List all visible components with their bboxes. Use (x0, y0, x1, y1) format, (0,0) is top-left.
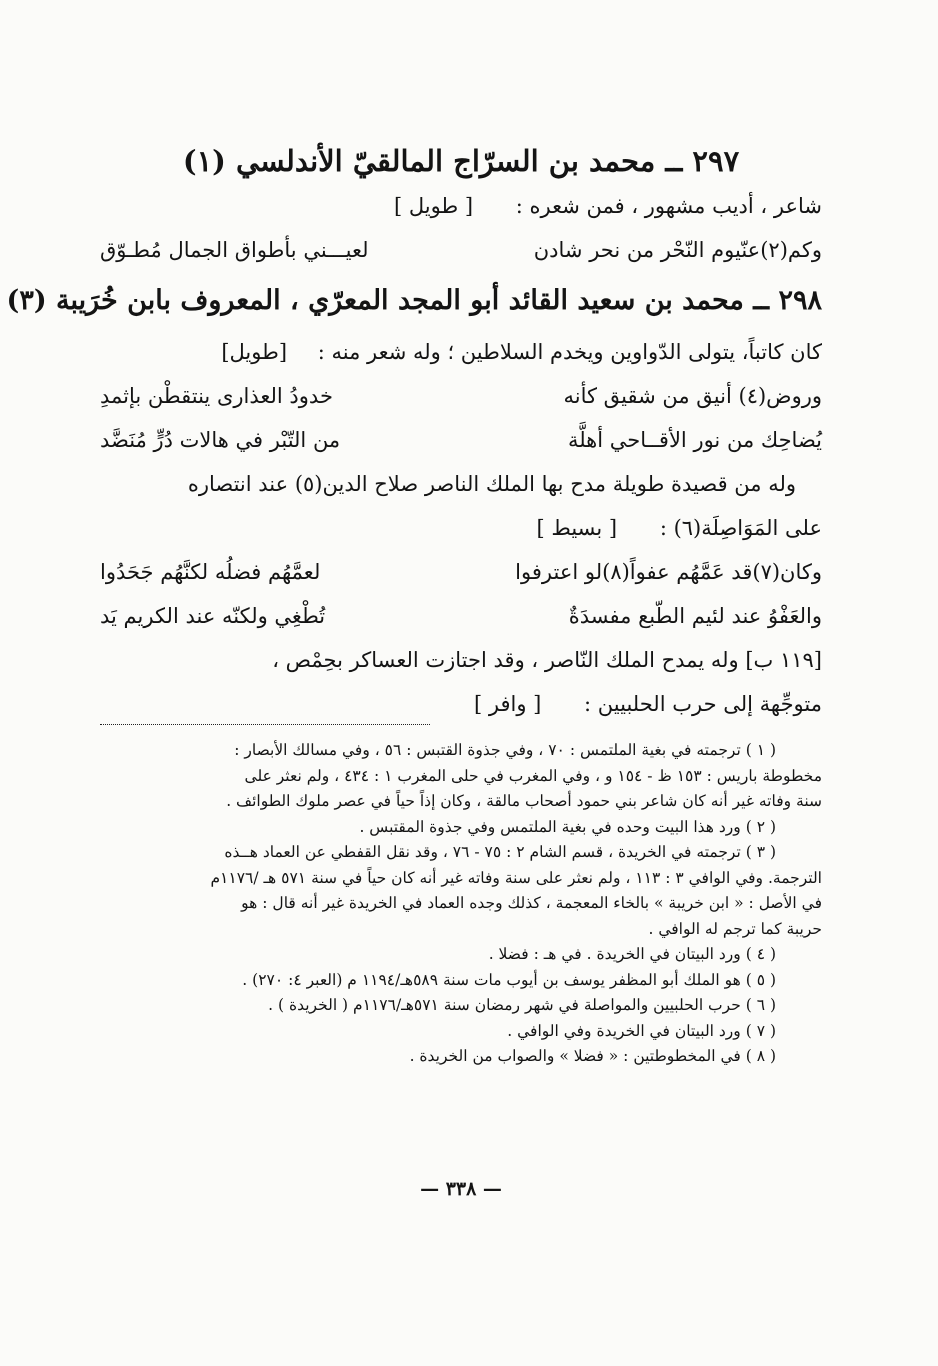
entry-297-intro (100, 184, 822, 228)
verse-second-hemistich: خدودُ العذارى ينتقطْن بإثمدِ (100, 384, 333, 408)
entry-298-intro-text: كان كاتباً، يتولى الدّواوين ويخدم السلاطين ؛ وله شعر منه : (317, 340, 822, 364)
paragraph-line (100, 682, 822, 726)
verse-first-hemistich: وكم(٢)عنّيوم النّحْر من نحر شادن (533, 238, 822, 262)
paragraph-text: على المَوَاصِلَة(٦) : (659, 516, 822, 540)
meter-label: [طويل] (221, 340, 288, 364)
paragraph-text: متوجِّهة إلى حرب الحلبيين : (584, 692, 822, 716)
verse-first-hemistich: يُضاحِك من نور الأقــاحي أهلَّة (567, 428, 822, 452)
footnote-line: حريبة كما ترجم له الوافي . (648, 919, 822, 938)
footnote-line: ( ٣ ) ترجمته في الخريدة ، قسم الشام ٢ : ٧٥ - ٧٦ ، وقد نقل القفطي عن العماد هــذه (224, 843, 776, 861)
entry-297-title: ٢٩٧ ــ محمد بن السرّاج المالقيّ الأندلسي (١) (182, 144, 740, 178)
footnote-line: ( ٥ ) هو الملك أبو المظفر يوسف بن أيوب مات سنة ٥٨٩هـ/١١٩٤ م (العبر ٤: ٢٧٠) . (242, 970, 776, 989)
footnote-line: ( ٤ ) ورد البيتان في الخريدة . في هـ : فضلا . (488, 945, 776, 963)
verse-second-hemistich: لعيـــني بأطواق الجمال مُطـوّق (100, 238, 369, 262)
meter-label: [ وافر ] (474, 692, 542, 716)
footnote-line: ( ٨ ) في المخطوطتين : « فضلا » والصواب من الخريدة . (409, 1047, 776, 1065)
verse-line (100, 550, 822, 594)
footnote-line: الترجمة. وفي الوافي ٣ : ١١٣ ، ولم نعثر على سنة وفاته غير أنه كان حياً في سنة ٥٧١ هـ /١١٧٦م (210, 868, 822, 887)
paragraph-line (100, 506, 822, 550)
entry-298-intro (100, 330, 822, 374)
verse-line (100, 418, 822, 462)
entry-297-intro-text: شاعر ، أديب مشهور ، فمن شعره : (515, 194, 822, 218)
footnote-line: ( ٦ ) حرب الحلبيين والمواصلة في شهر رمضان سنة ٥٧١هـ/١١٧٦م ( الخريدة ) . (268, 996, 776, 1014)
footnote-line: سنة وفاته غير أنه كان شاعر بني حمود أصحاب مالقة ، وكان إذاً حياً في عصر ملوك الطوائف . (226, 792, 822, 810)
page-number: — ٣٣٨ — (420, 1178, 502, 1200)
verse-line (100, 374, 822, 418)
verse-line (100, 594, 822, 638)
book-page (6, 0, 822, 1366)
verse-first-hemistich: والعَفْوُ عند لئيم الطّبع مفسدَةٌ (568, 604, 822, 628)
footnote-line: ( ٧ ) ورد البيتان في الخريدة وفي الوافي . (507, 1021, 776, 1040)
meter-label: [ طويل ] (393, 194, 474, 218)
main-text (6, 138, 822, 726)
footnote-line: ( ٢ ) ورد هذا البيت وحده في بغية الملتمس وفي جذوة المقتبس . (359, 817, 776, 836)
footnote-line: ( ١ ) ترجمته في بغية الملتمس : ٧٠ ، وفي جذوة القتبس : ٥٦ ، وفي مسالك الأبصار : (234, 741, 776, 759)
footnotes (100, 738, 822, 1070)
footnote-line: في الأصل : « ابن خريبة » بالخاء المعجمة ، كذلك وجده العماد في الخريدة غير أنه قال : هو (241, 894, 822, 912)
verse-first-hemistich: وكان(٧)قد عَمَّهُم عفواً(٨)لو اعترفوا (515, 560, 822, 584)
verse-line (100, 228, 822, 272)
meter-label: [ بسيط ] (536, 516, 618, 540)
paragraph-line: وله من قصيدة طويلة مدح بها الملك الناصر صلاح الدين(٥) عند انتصاره (187, 472, 796, 496)
footnote-line: مخطوطة باريس : ١٥٣ ظ - ١٥٤ و ، وفي المغرب في حلى المغرب ١ : ٤٣٤ ، ولم نعثر على (244, 766, 822, 785)
footnote-divider (100, 724, 430, 725)
verse-second-hemistich: لعمَّهُم فضلُه لكنَّهُم جَحَدُوا (100, 560, 321, 584)
verse-second-hemistich: من التّبْر في هالات دُرٍّ مُنَضَّد (100, 428, 341, 452)
verse-first-hemistich: وروض(٤) أنيق من شقيق كأنه (563, 384, 822, 408)
entry-298-title: ٢٩٨ ــ محمد بن سعيد القائد أبو المجد المعرّي ، المعروف بابن خُرَيبة (٣) (6, 285, 822, 316)
paragraph-line: [١١٩ ب] وله يمدح الملك النّاصر ، وقد اجتازت العساكر بحِمْص ، (272, 648, 822, 672)
verse-second-hemistich: تُطْغِي ولكنّه عند الكريم يَد (100, 604, 326, 628)
